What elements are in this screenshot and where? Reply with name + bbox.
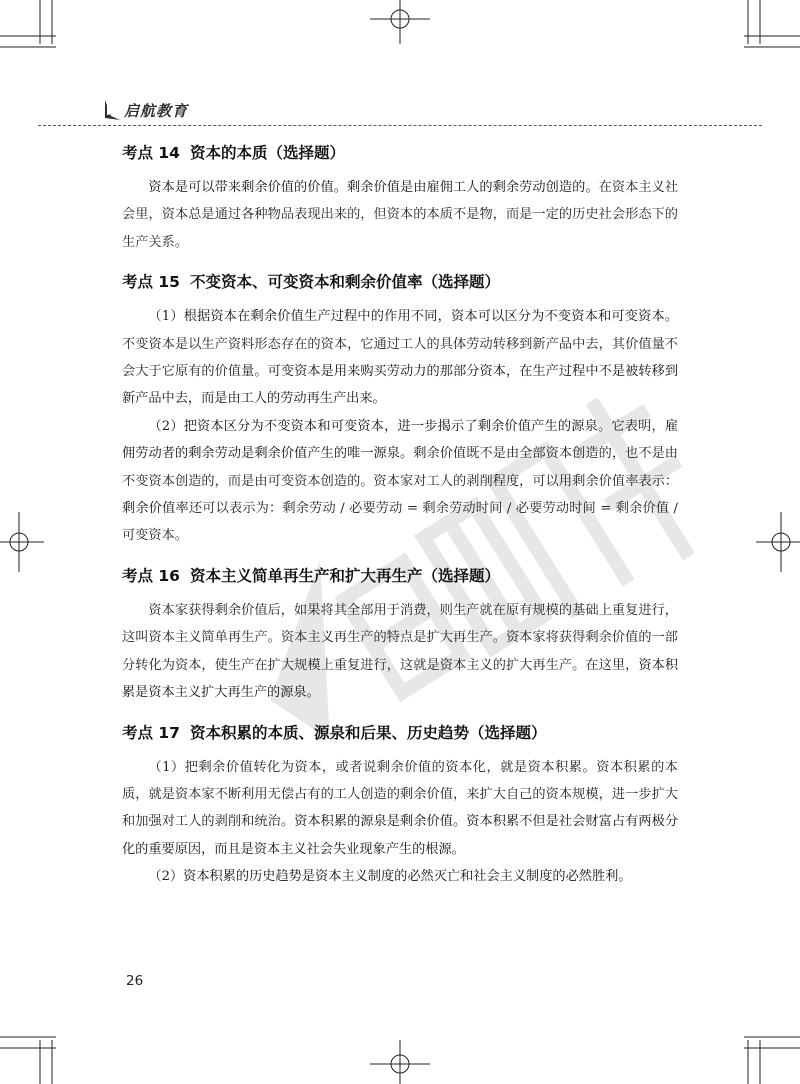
body-text: 不变资本是以生产资料形态存在的资本，它通过工人的具体劳动转移到新产品中去，其价值量不会大于它原有的价值量。 [122,336,678,380]
emphasis-text: 资本积累是资本主义扩大再生产的源泉。 [122,657,679,701]
emphasis-text: 雇佣劳动者的剩余劳动是剩余价值产生的唯一源泉。 [122,418,679,462]
body-text: （2） [148,418,184,434]
paragraph [122,754,678,864]
section-heading [122,720,678,746]
section-heading [122,269,678,295]
paragraph [122,413,678,550]
brand-name: 启航教育 [124,101,189,120]
emphasis-text: 资本积累的源泉是剩余价值。资本积累不但是社会财富占有两极分化的重要原因，而且是资本主义社会失业现象产生的根源。 [122,814,679,857]
section [122,707,678,891]
section [122,140,678,256]
section-label: 考点 17 [122,723,180,742]
body-text: 剩余价值既不是由全部资本创造的，也不是由不变资本创造的，而是由可变资本创造的。资本家对工人的剥削程度，可以用剩余价值率表示： [122,446,678,489]
body-text: （1） [148,309,184,325]
paragraph [122,863,678,890]
body-text: 资本家获得剩余价值后，如果将其全部用于消费，则生产就在原有规模的基础上重复进行，这叫资本主义简单再生产。资本主义再生产的特点是扩大再生产。资本家将获得剩余价值的一部分转化为资本，使生产在扩大规模上重复进行，这就是资本主义的扩大再生产。在这里， [122,602,678,673]
section-heading [122,140,678,166]
section-label: 考点 15 [122,273,180,292]
section-label: 考点 14 [122,144,180,162]
sections-container [122,140,678,891]
body-text: 它表明， [611,418,665,434]
paragraph [122,597,678,707]
paragraph [122,303,678,413]
emphasis-text: 根据资本在剩余价值生产过程中的作用不同，资本可以区分为不变资本和可变资本。 [183,309,678,325]
emphasis-text: 资本积累的历史趋势是资本主义制度的必然灭亡和社会主义制度的必然胜利。 [183,869,632,885]
page-number: 26 [126,973,144,989]
section-title: 不变资本、可变资本和剩余价值率（选择题） [189,273,500,292]
section [122,550,678,707]
body-text: （1）把剩余价值转化为资本，或者说剩余价值的资本化，就是资本积累。资本积累的本质，就是资本家不断利用无偿占有的工人创造的剩余价值，来扩大自己的资本规模，进一步扩大和加强对工人的剥削和统治。 [122,759,678,830]
section-title: 资本积累的本质、源泉和后果、历史趋势（选择题） [189,723,547,742]
section-title: 资本主义简单再生产和扩大再生产（选择题） [189,566,500,585]
page-content [122,140,678,891]
emphasis-text: 把资本区分为不变资本和可变资本，进一步揭示了剩余价值产生的源泉。 [183,418,612,434]
section-label: 考点 16 [122,566,180,585]
emphasis-text: 可变资本是用来购买劳动力的那部分资本，在生产过程中不是被转移到新产品中去，而是由工人的劳动再生产出来。 [122,364,679,407]
emphasis-text: 资本是可以带来剩余价值的价值。剩余价值是由雇佣工人的剩余劳动创造的。 [148,180,599,195]
section-heading [122,563,678,589]
section [122,256,678,550]
section-title: 资本的本质（选择题） [189,144,345,162]
body-text: 还可以表示为：剩余劳动 / 必要劳动 = 剩余劳动时间 / 必要劳动时间 = 剩余价值 / 可变资本。 [122,501,679,544]
emphasis-text: 剩余价值率 [122,501,189,517]
paragraph [122,174,678,256]
body-text: （2） [148,869,184,885]
body-text: 在资本主义社会里，资本总是通过各种物品表现出来的，但资本的本质不是物，而是一定的历史社会形态下的生产关系。 [122,180,679,250]
